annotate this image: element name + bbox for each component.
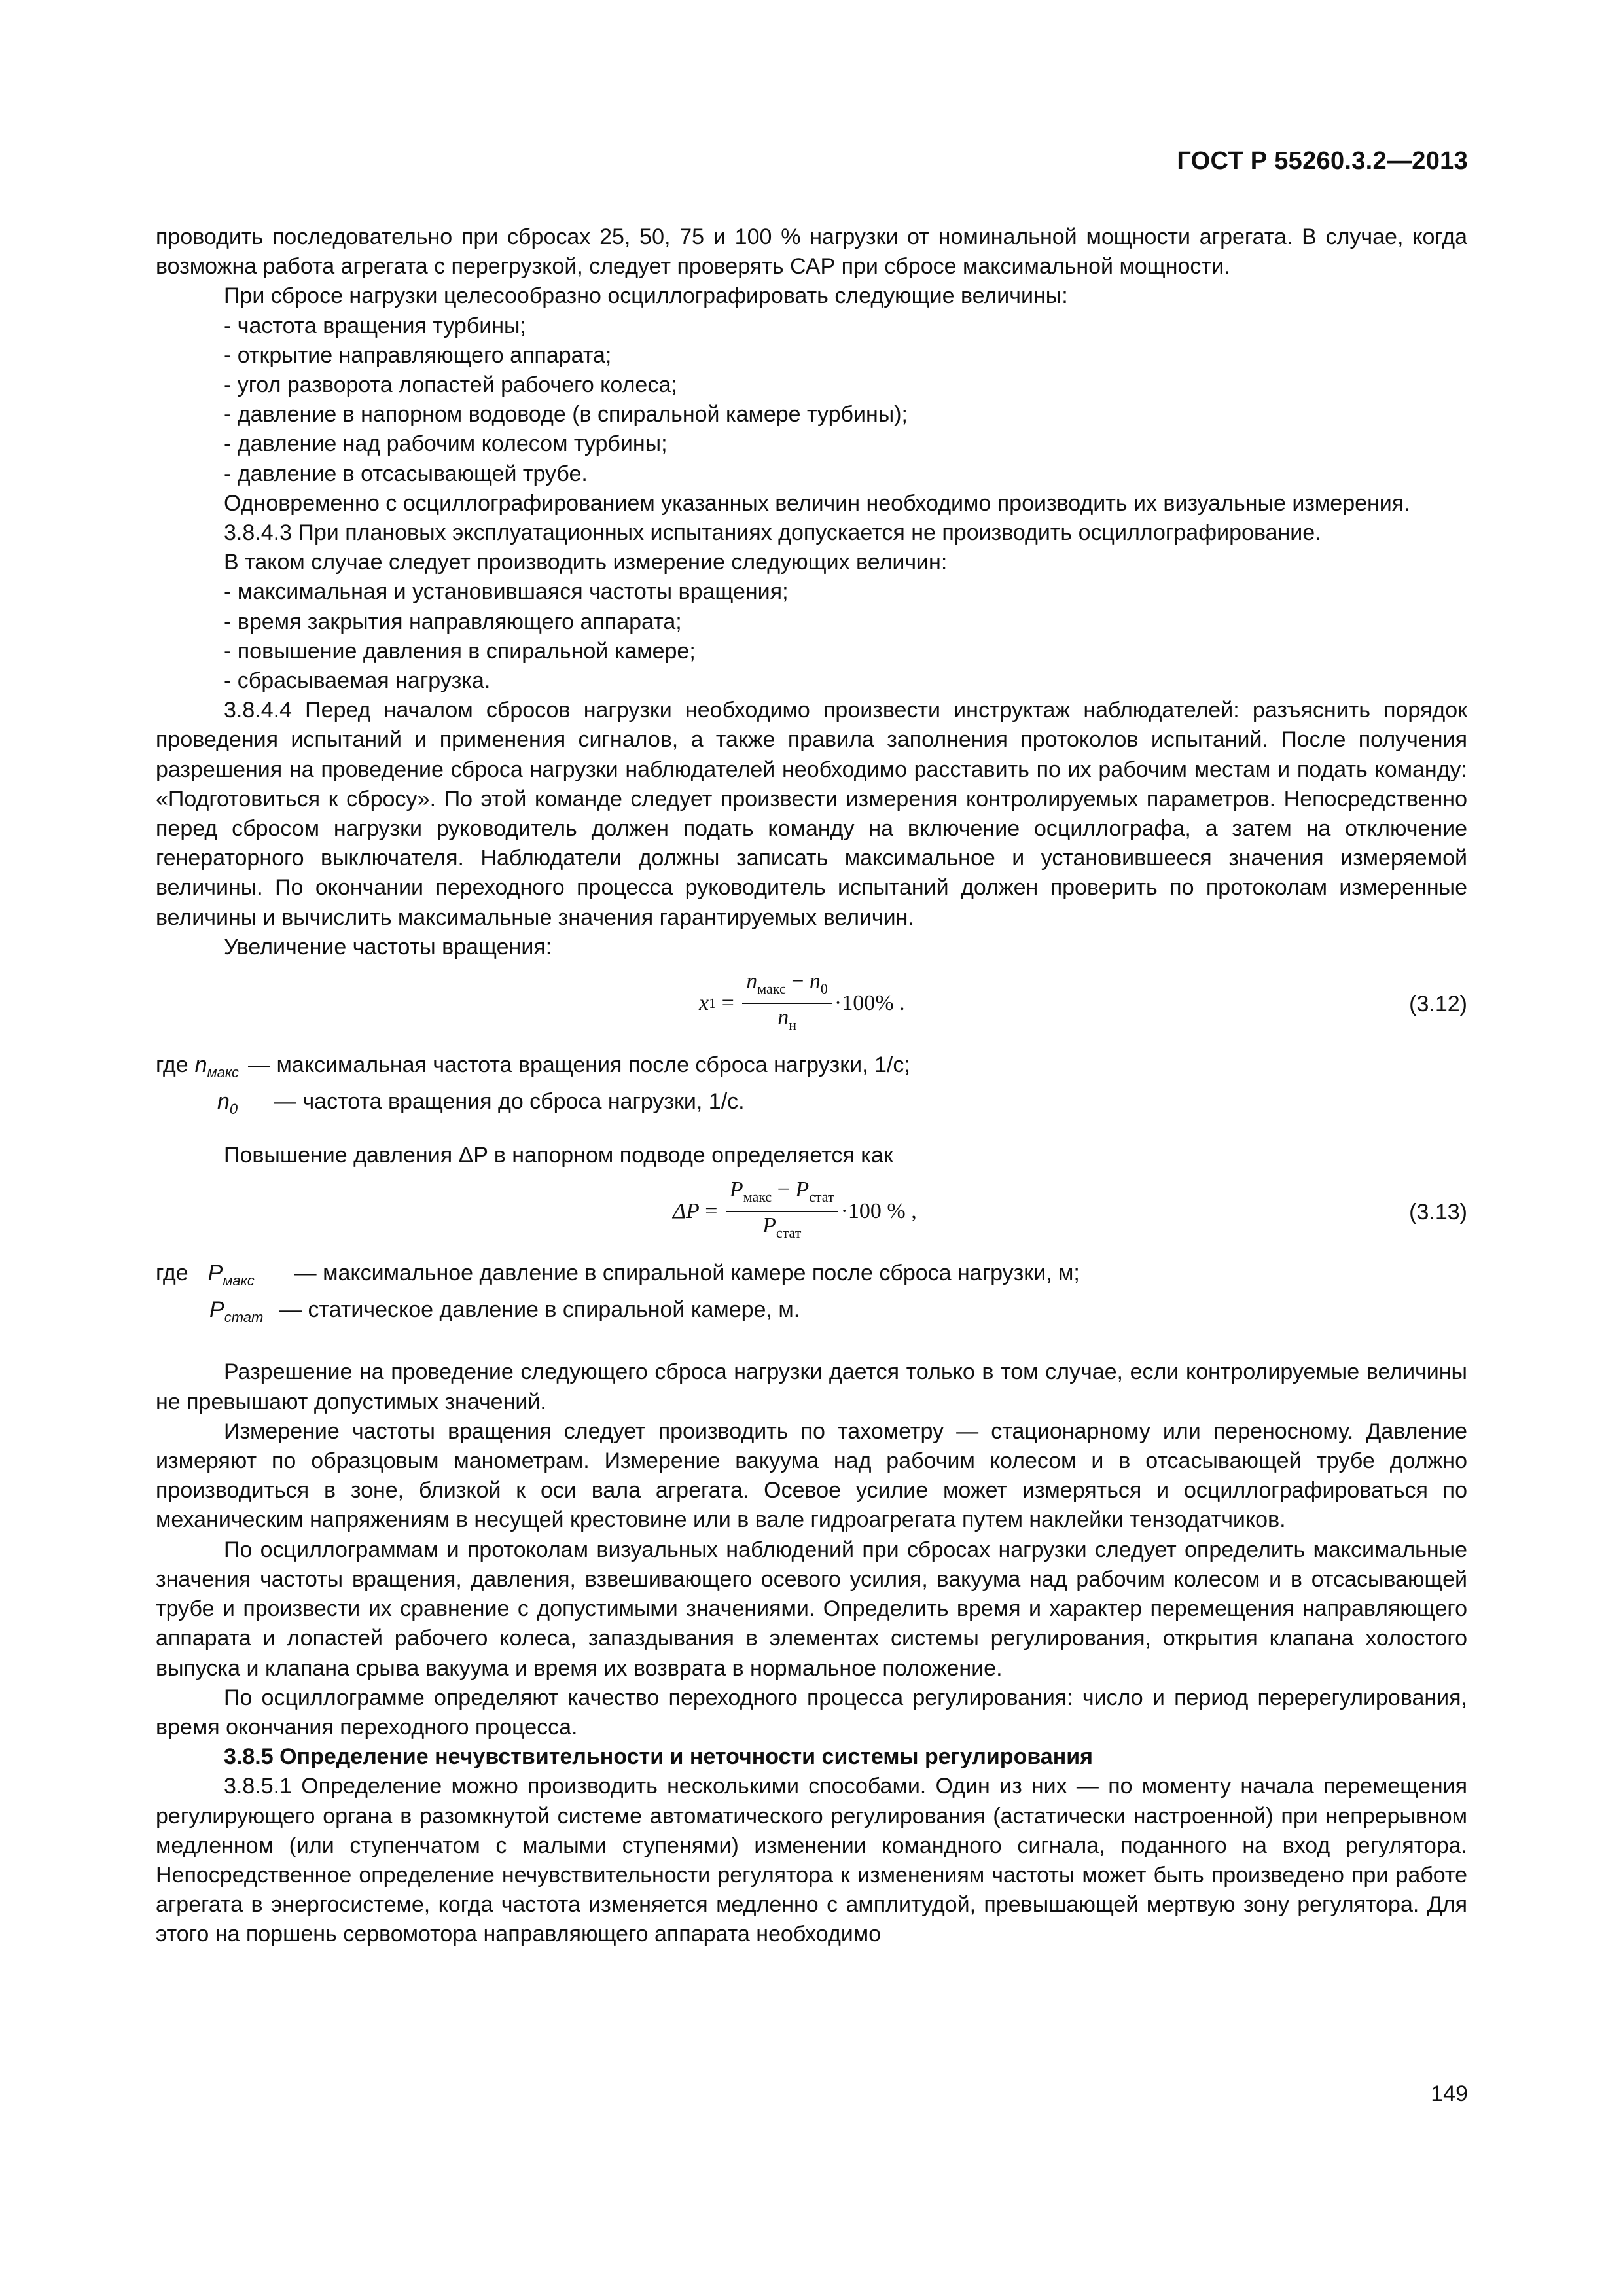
document-body	[156, 223, 1467, 1950]
list-item: - частота вращения турбины;	[224, 313, 526, 338]
where-list-1	[156, 1050, 1467, 1124]
paragraph: Измерение частоты вращения следует производить по тахометру — стационарному или переносному. Давление измеряют по образцовым манометрам. Измерение вакуума над рабочим колесом и в отсасывающей трубе должно производиться в зоне, близкой к оси вала агрегата. Осевое усилие может измеряться и осциллографироваться по механическим напряжениям в несущей крестовине или в вале гидроагрегата путем наклейки тензодатчиков.	[156, 1418, 1467, 1533]
list-item: - давление в отсасывающей трубе.	[224, 461, 588, 486]
paragraph: В таком случае следует производить измерение следующих величин:	[224, 550, 948, 575]
page-number: 149	[1431, 2081, 1468, 2106]
paragraph: Разрешение на проведение следующего сброса нагрузки дается только в том случае, если контролируемые величины не превышают допустимых значений.	[156, 1359, 1467, 1414]
formula-expression: x 1 = $\frac{n_{макс} - n_0}{n_н}$ ·100% .	[699, 967, 905, 1039]
formula-3-12	[156, 967, 1467, 1043]
standard-header: ГОСТ Р 55260.3.2—2013	[1177, 147, 1468, 175]
list-item: - время закрытия направляющего аппарата;	[224, 609, 682, 634]
list-item: - сбрасываемая нагрузка.	[224, 668, 491, 694]
formula-fraction: $\frac{P_{макс} - P_{стат}}{P_{стат}}$	[726, 1177, 838, 1246]
section-heading-3-8-5: 3.8.5 Определение нечувствительности и неточности системы регулирования	[224, 1744, 1093, 1770]
clause-3-8-4-3: 3.8.4.3 При плановых эксплуатационных испытаниях допускается не производить осциллографирование.	[224, 520, 1321, 546]
where-row: $P_{стат}$ — статическое давление в спиральной камере, м.	[209, 1297, 800, 1325]
list-item: - угол разворота лопастей рабочего колеса;	[224, 372, 677, 398]
where-list-2	[156, 1259, 1467, 1332]
paragraph: проводить последовательно при сбросах 25, 50, 75 и 100 % нагрузки от номинальной мощности агрегата. В случае, когда возможна работа агрегата с перегрузкой, следует проверять САР при сбросе максимальной мощности.	[156, 224, 1467, 279]
formula-number: (3.12)	[1409, 992, 1467, 1017]
where-row: где $n_{макс}$ — максимальная частота вращения после сброса нагрузки, 1/с;	[156, 1052, 910, 1081]
clause-3-8-5-1: 3.8.5.1 Определение можно производить несколькими способами. Один из них — по моменту начала перемещения регулирующего органа в разомкнутой системе автоматического регулирования (астатически настроенной) при непрерывном медленном (или ступенчатом с малыми ступенями) изменении командного сигнала, поданного на вход регулятора. Непосредственное определение нечувствительности регулятора к изменениям частоты может быть произведено при работе агрегата в энергосистеме, когда частота изменяется медленно с амплитудой, превышающей мертвую зону регулятора. Для этого на поршень сервомотора направляющего аппарата необходимо	[156, 1774, 1467, 1947]
list-item: - максимальная и установившаяся частоты вращения;	[224, 579, 789, 605]
formula-expression: ΔP = $\frac{P_{макс} - P_{стат}}{P_{стат}}$ ·100 % ,	[673, 1175, 917, 1247]
clause-3-8-4-4: 3.8.4.4 Перед началом сбросов нагрузки необходимо произвести инструктаж наблюдателей: разъяснить порядок проведения испытаний и применения сигналов, а также правила заполнения протоколов испытаний. После получения разрешения на проведение сброса нагрузки наблюдателей необходимо расставить по их рабочим местам и подать команду: «Подготовиться к сбросу». По этой команде следует произвести измерения контролируемых параметров. Непосредственно перед сбросом нагрузки руководитель должен подать команду на включение осциллографа, а затем на отключение генераторного выключателя. Наблюдатели должны записать максимальное и установившееся значения измеряемой величины. По окончании переходного процесса руководитель испытаний должен проверить по протоколам измеренные величины и вычислить максимальные значения гарантируемых величин.	[156, 698, 1467, 930]
formula-3-13	[156, 1175, 1467, 1251]
list-item: - давление над рабочим колесом турбины;	[224, 431, 668, 457]
list-item: - повышение давления в спиральной камере;	[224, 638, 696, 664]
paragraph: Повышение давления ΔP в напорном подводе определяется как	[224, 1142, 893, 1168]
paragraph: По осциллограмме определяют качество переходного процесса регулирования: число и период перерегулирования, время окончания переходного процесса.	[156, 1685, 1467, 1740]
paragraph: Увеличение частоты вращения:	[224, 934, 552, 960]
paragraph: Одновременно с осциллографированием указанных величин необходимо производить их визуальные измерения.	[224, 490, 1410, 516]
list-item: - давление в напорном водоводе (в спиральной камере турбины);	[224, 402, 908, 427]
paragraph: При сбросе нагрузки целесообразно осциллографировать следующие величины:	[224, 283, 1068, 309]
formula-number: (3.13)	[1409, 1199, 1467, 1225]
paragraph: По осциллограммам и протоколам визуальных наблюдений при сбросах нагрузки следует определить максимальные значения частоты вращения, давления, взвешивающего осевого усилия, вакуума над рабочим колесом и в отсасывающей трубе и произвести их сравнение с допустимыми значениями. Определить время и характер перемещения направляющего аппарата и лопастей рабочего колеса, запаздывания в элементах системы регулирования, открытия клапана холостого выпуска и клапана срыва вакуума и время их возврата в нормальное положение.	[156, 1537, 1467, 1681]
where-row: $n_0$ — частота вращения до сброса нагрузки, 1/с.	[217, 1088, 745, 1117]
where-row: где $P_{макс}$ — максимальное давление в спиральной камере после сброса нагрузки, м;	[156, 1260, 1080, 1289]
list-item: - открытие направляющего аппарата;	[224, 342, 612, 368]
formula-fraction: $\frac{n_{макс} - n_0}{n_н}$	[742, 969, 832, 1037]
